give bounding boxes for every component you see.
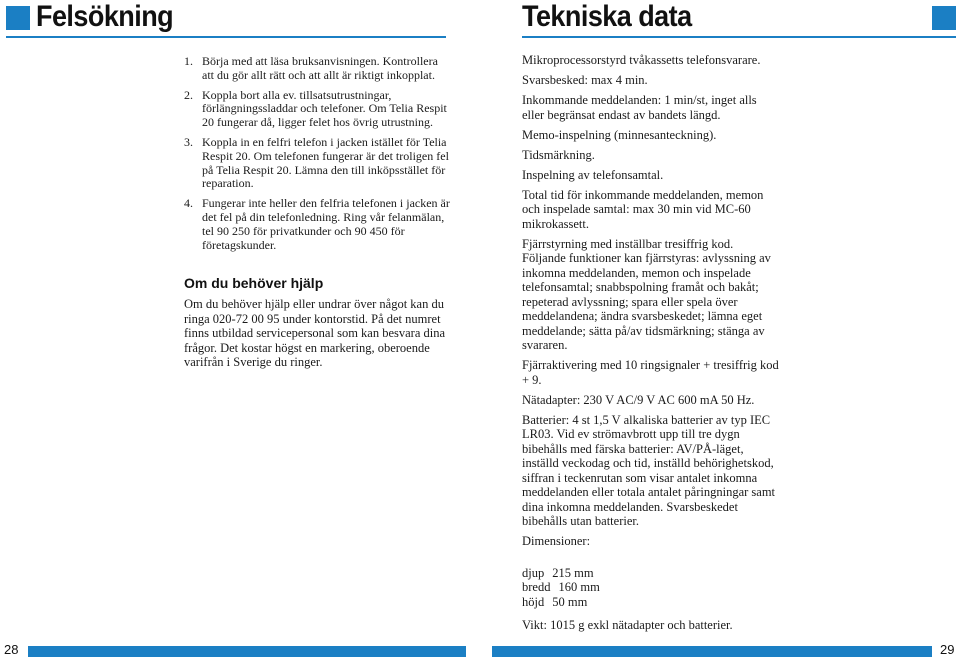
footer-bar-left (28, 646, 466, 657)
page-title-right: Tekniska data (522, 0, 692, 33)
list-number: 3. (184, 134, 193, 149)
title-square-left (6, 6, 30, 30)
help-text: Om du behöver hjälp eller undrar över något kan du ringa 020-72 00 95 under kontorstid. På det numret finns utbildad servicepersonal som kan besvara dina frågor. Det kostar högst en markering, oberoende varifrån i Sverige du ringer. (184, 297, 446, 370)
spec-item: Inspelning av telefonsamtal. (522, 167, 664, 182)
footer-bar-right (492, 646, 932, 657)
list-number: 1. (184, 54, 193, 68)
spec-item: Fjärrstyrning med inställbar tresiffrig kod. Följande funktioner kan fjärrstyras: avlyssning av inkomna meddelanden, memon och inspelade telefonsamtal; snabbspolning framåt och bakåt; repeterad avlyssning; spara eller spela över meddelandena; ändra svarsbeskedet; lämna eget meddelande; sätta på/av tidsmärkning; stänga av svararen. (522, 236, 771, 352)
spec-item: Inkommande meddelanden: 1 min/st, inget alls eller begränsat endast av bandets längd. (522, 93, 757, 122)
technical-data-section (522, 53, 780, 633)
spec-item: Memo-inspelning (minnesanteckning). (522, 127, 717, 142)
spec-item: Batterier: 4 st 1,5 V alkaliska batterier av typ IEC LR03. Vid ev strömavbrott upp till tre dygn bibehålls med färska batterier: AV/PÅ-läget, inställd veckodag och tid, inställd behörighetskod, siffran i teckenrutan som visar antalet inkomna meddelanden eller totala antalet påringningar samt dina inkomna meddelanden. Svarsbeskedet bibehålls utan batterier. (522, 412, 776, 528)
dimension-label: djup (522, 565, 545, 580)
header-rule-left (6, 36, 446, 38)
list-number: 4. (184, 196, 193, 211)
dimension-row (522, 566, 780, 581)
title-square-right (932, 6, 956, 30)
list-item (184, 197, 450, 252)
list-text: Koppla in en felfri telefon i jacken istället för Telia Respit 20. Om telefonen fungerar är det troligen fel på Telia Respit 20. Lämna den till inköpsstället för reparation. (202, 134, 449, 191)
list-text: Börja med att läsa bruksanvisningen. Kontrollera att du gör allt rätt och att allt är riktigt inkopplat. (202, 54, 438, 82)
page-number-left: 28 (4, 642, 19, 657)
page-number-right: 29 (940, 642, 955, 657)
dimensions-list (522, 566, 780, 610)
page-title-left: Felsökning (36, 0, 174, 33)
header-rule-right (522, 36, 956, 38)
spec-item: Total tid för inkommande meddelanden, memon och inspelade samtal: max 30 min vid MC-60 mikrokassett. (522, 187, 764, 231)
dimension-value: 50 mm (552, 594, 588, 609)
dimensions-label: Dimensioner: (522, 534, 591, 548)
list-item (184, 89, 450, 130)
dimension-row (522, 595, 780, 610)
dimension-value: 215 mm (552, 565, 594, 580)
dimension-row (522, 580, 780, 595)
list-item (184, 55, 450, 83)
dimension-label: höjd (522, 594, 545, 609)
dimension-value: 160 mm (558, 580, 600, 594)
list-text: Koppla bort alla ev. tillsatsutrustningar, förlängningssladdar och telefoner. Om Telia Respit 20 fungerar då, ligger felet hos övrig utrustning. (202, 87, 447, 130)
list-text: Fungerar inte heller den felfria telefonen i jacken är det fel på din telefonledning. Ring vår felanmälan, tel 90 250 för privatkunder och 90 450 för företagskunder. (202, 196, 450, 252)
help-heading: Om du behöver hjälp (184, 275, 324, 292)
spec-item: Fjärraktivering med 10 ringsignaler + tresiffrig kod + 9. (522, 358, 779, 387)
spec-item: Svarsbesked: max 4 min. (522, 73, 648, 87)
spec-item: Tidsmärkning. (522, 147, 595, 162)
troubleshooting-section (184, 55, 450, 370)
spec-item: Nätadapter: 230 V AC/9 V AC 600 mA 50 Hz. (522, 392, 755, 407)
spec-item: Mikroprocessorstyrd tvåkassetts telefonsvarare. (522, 53, 761, 67)
dimension-label: bredd (522, 580, 551, 594)
list-number: 2. (184, 87, 193, 102)
weight-text: Vikt: 1015 g exkl nätadapter och batterier. (522, 618, 733, 632)
list-item (184, 136, 450, 191)
